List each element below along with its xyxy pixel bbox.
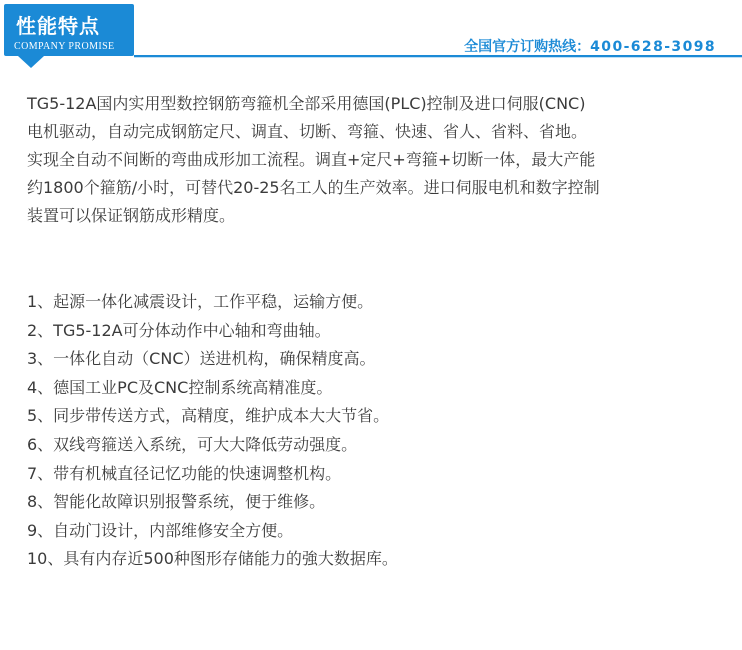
feature-item: 6、双线弯箍送入系统，可大大降低劳动强度。 — [27, 434, 358, 454]
section-badge — [4, 4, 134, 56]
intro-line: TG5-12A国内实用型数控钢筋弯箍机全部采用德国(PLC)控制及进口伺服(CNC) — [27, 94, 586, 113]
hotline-label: 全国官方订购热线： — [464, 39, 591, 55]
feature-item: 4、德国工业PC及CNC控制系统高精准度。 — [27, 377, 333, 397]
intro-line: 电机驱动，自动完成钢筋定尺、调直、切断、弯箍、快速、省人、省料、省地。 — [27, 122, 588, 141]
intro-paragraph — [27, 90, 717, 230]
feature-item: 3、一体化自动（CNC）送进机构，确保精度高。 — [27, 349, 376, 369]
intro-line: 装置可以保证钢筋成形精度。 — [27, 206, 236, 225]
hotline — [464, 36, 716, 56]
hotline-number: 400-628-3098 — [590, 39, 716, 55]
feature-item: 7、带有机械直径记忆功能的快速调整机构。 — [27, 463, 342, 483]
feature-item: 9、自动门设计，内部维修安全方便。 — [27, 520, 294, 540]
feature-item: 1、起源一体化减震设计，工作平稳，运输方便。 — [27, 292, 374, 311]
header-divider-shadow — [134, 57, 742, 58]
section-subtitle: COMPANY PROMISE — [14, 41, 115, 52]
feature-item: 8、智能化故障识别报警系统，便于维修。 — [27, 492, 326, 512]
feature-list — [27, 288, 717, 574]
feature-item: 5、同步带传送方式，高精度，维护成本大大节省。 — [27, 406, 390, 426]
feature-item: 10、具有内存近500种图形存储能力的強大数据库。 — [27, 549, 398, 569]
feature-item: 2、TG5-12A可分体动作中心轴和弯曲轴。 — [27, 320, 331, 340]
section-title: 性能特点 — [16, 14, 100, 38]
badge-pointer — [18, 56, 44, 68]
intro-line: 约1800个箍筋/小时，可替代20-25名工人的生产效率。进口伺服电机和数字控制 — [27, 178, 600, 197]
intro-line: 实现全自动不间断的弯曲成形加工流程。调直+定尺+弯箍+切断一体，最大产能 — [27, 150, 596, 169]
section-header — [0, 0, 742, 72]
